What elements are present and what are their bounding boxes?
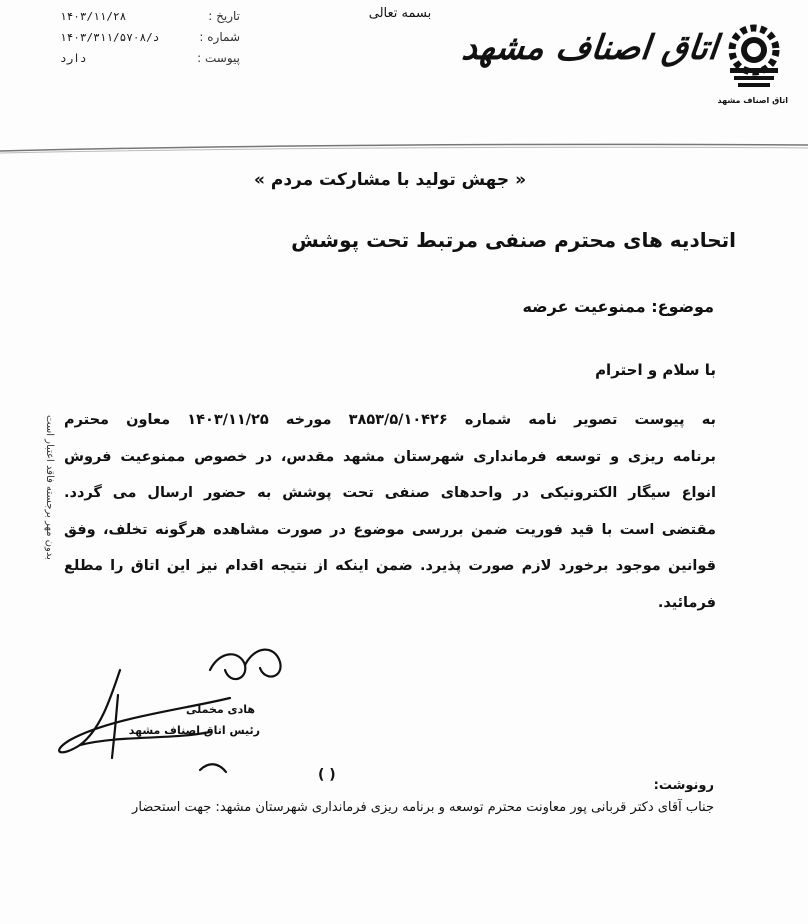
empty-parenthesis-mark: ( ) [318, 767, 336, 783]
slogan: « جهش تولید با مشارکت مردم » [253, 170, 527, 190]
basmala: بسمه تعالی [368, 6, 432, 21]
number-value: ۱۴۰۳/۳۱۱/د/۵۷۰۸ [60, 31, 160, 44]
letter-body [64, 402, 716, 621]
logo-wordmark: اتاق اصناف مشهد [460, 28, 721, 68]
signer-title: رئیس اتاق اصناف مشهد [128, 724, 260, 737]
subject-line: موضوع: ممنوعیت عرضه [522, 297, 714, 316]
body-line: قوانین موجود برخورد لازم صورت پذیرد. ضمن اینکه از نتیجه اقدام نیز این اتاق را مطلع [64, 558, 716, 574]
greeting: با سلام و احترام [595, 361, 716, 379]
attachment-value: دارد [60, 52, 87, 65]
letter-meta [60, 6, 240, 69]
attachment-row [60, 48, 240, 69]
side-stamp-note: بدون مهر برجسته فاقد اعتبار است [44, 415, 55, 560]
cc-label: رونوشت: [653, 778, 714, 793]
number-row [60, 27, 240, 48]
date-label: تاریخ : [208, 9, 240, 23]
cc-recipient: جناب آقای دکتر قربانی پور معاونت محترم توسعه و برنامه ریزی فرمانداری شهرستان مشهد: جهت استحضار [132, 800, 714, 815]
number-label: شماره : [199, 30, 240, 44]
date-value: ۱۴۰۳/۱۱/۲۸ [60, 10, 127, 23]
organization-logo [460, 12, 788, 112]
logo-caption: اتاق اصناف مشهد [717, 96, 788, 105]
attachment-label: پیوست : [197, 51, 240, 65]
signer-name: هادی مخملی [185, 703, 255, 716]
body-line: مقتضی است با قید فوریت ضمن بررسی موضوع در صورت مشاهده هرگونه تخلف، وفق [64, 521, 716, 538]
body-line: فرمائید. [657, 594, 716, 611]
date-row [60, 6, 240, 27]
header-divider [0, 142, 808, 156]
recipient-heading: اتحادیه های محترم صنفی مرتبط تحت پوشش [291, 228, 736, 252]
body-line: برنامه ریزی و توسعه فرمانداری شهرستان مشهد مقدس، در خصوص ممنوعیت فروش [64, 448, 716, 465]
body-line: انواع سیگار الکترونیکی در واحدهای صنفی تحت پوشش به حضور ارسال می گردد. [64, 485, 716, 501]
body-line: به پیوست تصویر نامه شماره ۳۸۵۳/۵/۱۰۴۲۶ مورخه ۱۴۰۳/۱۱/۲۵ معاون محترم [64, 412, 716, 428]
